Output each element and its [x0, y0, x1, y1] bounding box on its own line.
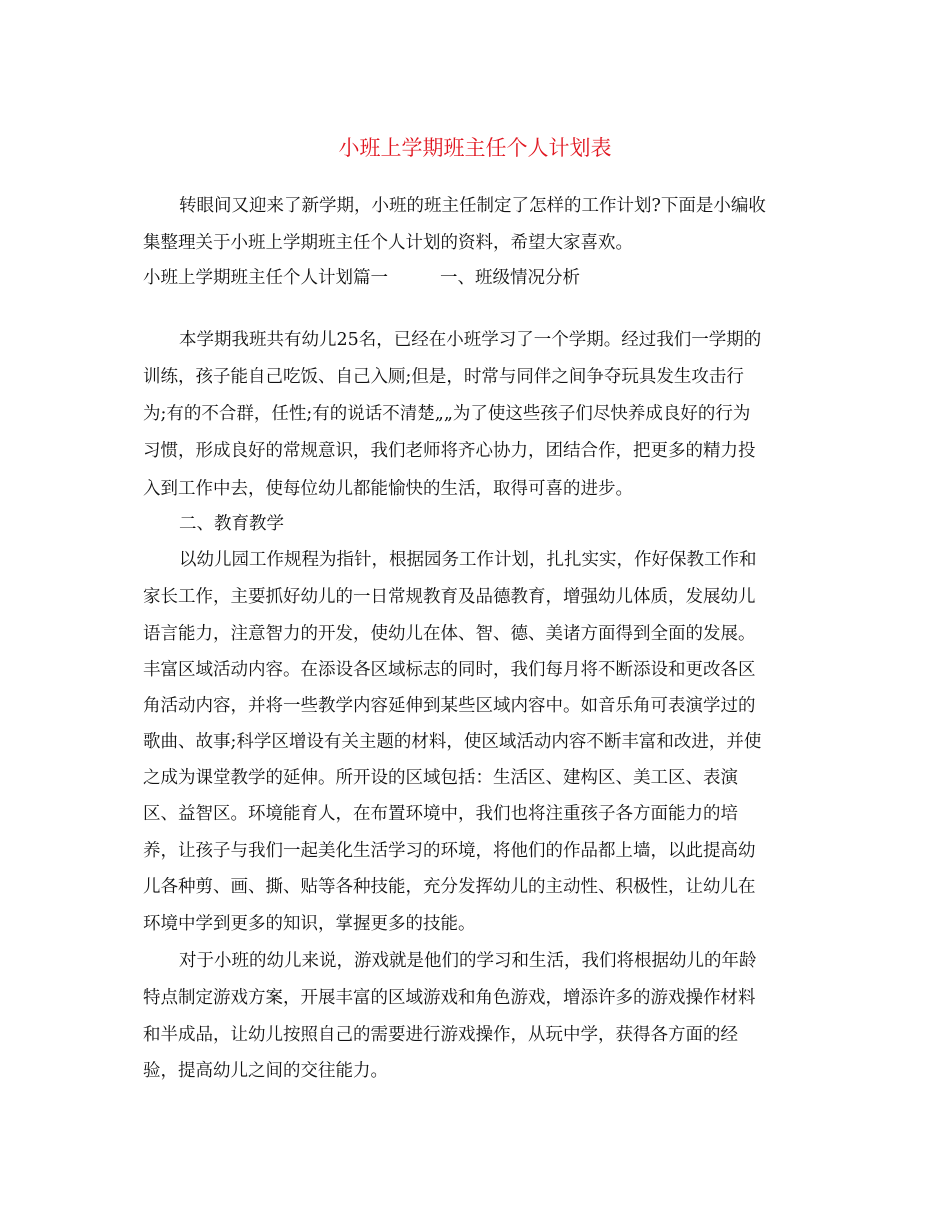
article-label: 小班上学期班主任个人计划篇一 — [143, 268, 388, 288]
paragraph-line: 环境中学到更多的知识，掌握更多的技能。 — [143, 914, 476, 934]
paragraph-line: 本学期我班共有幼儿25名，已经在小班学习了一个学期。经过我们一学期的 — [179, 330, 762, 350]
paragraph-line: 训练，孩子能自己吃饭、自己入厕;但是，时常与同伴之间争夺玩具发生攻击行 — [143, 367, 744, 387]
paragraph-line: 对于小班的幼儿来说，游戏就是他们的学习和生活，我们将根据幼儿的年龄 — [179, 951, 757, 971]
paragraph-line: 特点制定游戏方案，开展丰富的区域游戏和角色游戏，增添许多的游戏操作材料 — [143, 988, 756, 1008]
paragraph-line: 语言能力，注意智力的开发，使幼儿在体、智、德、美诸方面得到全面的发展。 — [143, 624, 756, 644]
paragraph-line: 习惯，形成良好的常规意识，我们老师将齐心协力，团结合作，把更多的精力投 — [143, 441, 756, 461]
heading-education: 二、教育教学 — [179, 514, 284, 534]
section-header — [143, 263, 580, 293]
paragraph-line: 歌曲、故事;科学区增设有关主题的材料，使区域活动内容不断丰富和改进，并使 — [143, 732, 762, 752]
heading-class-analysis: 一、班级情况分析 — [440, 268, 580, 288]
document-title: 小班上学期班主任个人计划表 — [338, 136, 612, 160]
paragraph-line: 为;有的不合群，任性;有的说话不清楚„„为了使这些孩子们尽快养成良好的行为 — [143, 404, 751, 424]
paragraph-line: 入到工作中去，使每位幼儿都能愉快的生活，取得可喜的进步。 — [143, 479, 633, 499]
paragraph-line: 验，提高幼儿之间的交往能力。 — [143, 1061, 388, 1081]
paragraph-line: 丰富区域活动内容。在添设各区域标志的同时，我们每月将不断添设和更改各区 — [143, 660, 756, 680]
paragraph-line: 角活动内容，并将一些教学内容延伸到某些区域内容中。如音乐角可表演学过的 — [143, 696, 756, 716]
paragraph-line: 养，让孩子与我们一起美化生活学习的环境，将他们的作品都上墙，以此提高幼 — [143, 841, 756, 861]
paragraph-line: 区、益智区。环境能育人，在布置环境中，我们也将注重孩子各方面能力的培 — [143, 804, 738, 824]
paragraph-line: 和半成品，让幼儿按照自己的需要进行游戏操作，从玩中学，获得各方面的经 — [143, 1025, 738, 1045]
intro-line: 转眼间又迎来了新学期，小班的班主任制定了怎样的工作计划?下面是小编收 — [179, 196, 766, 216]
paragraph-line: 以幼儿园工作规程为指针，根据园务工作计划，扎扎实实，作好保教工作和 — [179, 550, 757, 570]
intro-line: 集整理关于小班上学期班主任个人计划的资料，希望大家喜欢。 — [143, 233, 633, 253]
paragraph-line: 之成为课堂教学的延伸。所开设的区域包括：生活区、建构区、美工区、表演 — [143, 768, 738, 788]
paragraph-line: 家长工作，主要抓好幼儿的一日常规教育及品德教育，增强幼儿体质，发展幼儿 — [143, 587, 756, 607]
paragraph-line: 儿各种剪、画、撕、贴等各种技能，充分发挥幼儿的主动性、积极性，让幼儿在 — [143, 877, 756, 897]
